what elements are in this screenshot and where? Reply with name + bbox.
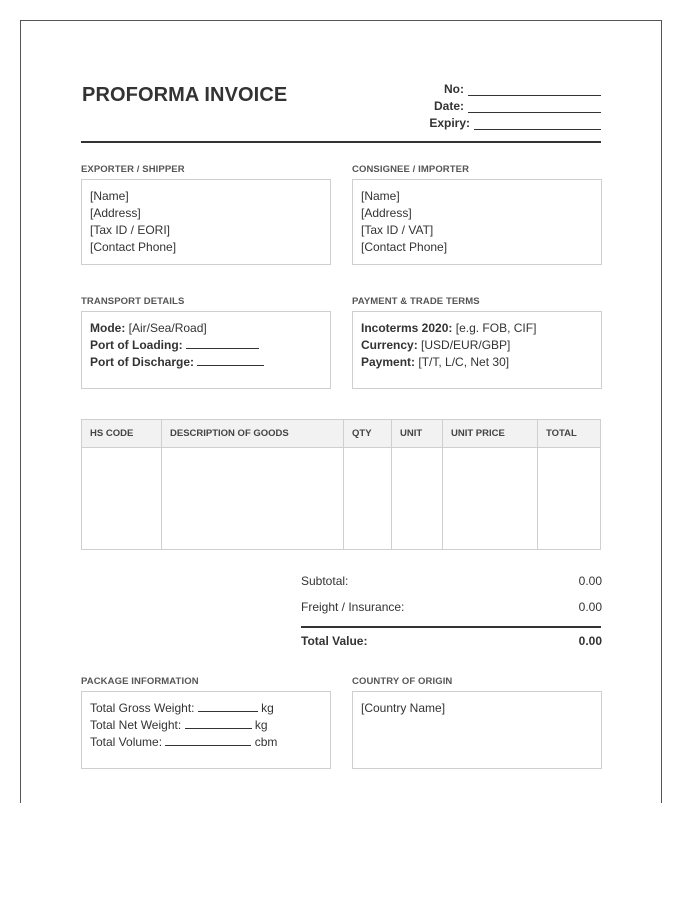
exporter-tax-id: [Tax ID / EORI] — [90, 223, 171, 237]
consignee-name: [Name] — [361, 189, 400, 203]
incoterms-value: [e.g. FOB, CIF] — [455, 321, 537, 335]
consignee-phone: [Contact Phone] — [361, 240, 448, 254]
transport-mode-value: [Air/Sea/Road] — [128, 321, 207, 335]
column-header-total: TOTAL — [538, 420, 601, 448]
net-weight-row — [90, 717, 322, 734]
package-section-label: PACKAGE INFORMATION — [81, 676, 199, 687]
description-cell[interactable] — [162, 448, 344, 550]
volume-label: Total Volume: — [90, 735, 163, 749]
subtotal-label: Subtotal: — [301, 574, 349, 588]
currency-label: Currency: — [361, 338, 418, 352]
page-title: PROFORMA INVOICE — [82, 84, 288, 106]
transport-mode-row — [90, 320, 322, 337]
port-of-loading-field[interactable] — [186, 337, 259, 349]
unit-cell[interactable] — [392, 448, 443, 550]
origin-box[interactable] — [352, 691, 602, 769]
exporter-section-label: EXPORTER / SHIPPER — [81, 164, 185, 175]
volume-row — [90, 734, 322, 751]
invoice-expiry-label: Expiry: — [429, 116, 470, 130]
totals-divider — [301, 626, 601, 628]
exporter-phone: [Contact Phone] — [90, 240, 177, 254]
transport-section-label: TRANSPORT DETAILS — [81, 296, 185, 307]
subtotal-value: 0.00 — [578, 574, 602, 588]
column-header-unit-price: UNIT PRICE — [443, 420, 538, 448]
transport-box[interactable] — [81, 311, 331, 389]
column-header-unit: UNIT — [392, 420, 443, 448]
transport-mode-label: Mode: — [90, 321, 126, 335]
gross-weight-label: Total Gross Weight: — [90, 701, 195, 715]
gross-weight-field[interactable] — [198, 700, 258, 712]
net-weight-field[interactable] — [185, 717, 252, 729]
currency-value: [USD/EUR/GBP] — [421, 338, 511, 352]
volume-unit: cbm — [254, 735, 278, 749]
port-of-loading-label: Port of Loading: — [90, 338, 183, 352]
gross-weight-unit: kg — [261, 701, 274, 715]
consignee-box[interactable] — [352, 179, 602, 265]
net-weight-label: Total Net Weight: — [90, 718, 182, 732]
qty-cell[interactable] — [344, 448, 392, 550]
invoice-date-label: Date: — [433, 99, 464, 113]
column-header-qty: QTY — [344, 420, 392, 448]
invoice-page — [20, 20, 662, 803]
consignee-section-label: CONSIGNEE / IMPORTER — [352, 164, 470, 175]
total-value-label: Total Value: — [301, 634, 368, 648]
invoice-number-field[interactable] — [468, 85, 601, 96]
unit-price-cell[interactable] — [443, 448, 538, 550]
net-weight-unit: kg — [254, 718, 268, 732]
origin-country-value: [Country Name] — [361, 701, 446, 715]
freight-label: Freight / Insurance: — [301, 600, 405, 614]
header-divider — [81, 141, 601, 143]
package-box[interactable] — [81, 691, 331, 769]
goods-table-header-row — [82, 420, 601, 448]
table-row — [82, 448, 601, 550]
hs-code-cell[interactable] — [82, 448, 162, 550]
exporter-name: [Name] — [90, 189, 129, 203]
port-of-discharge-label: Port of Discharge: — [90, 355, 195, 369]
invoice-number-row — [444, 82, 601, 96]
invoice-expiry-row — [429, 116, 601, 130]
column-header-description: DESCRIPTION OF GOODS — [162, 420, 344, 448]
freight-value: 0.00 — [578, 600, 602, 614]
invoice-number-label: No: — [444, 82, 464, 96]
volume-field[interactable] — [165, 734, 251, 746]
consignee-address: [Address] — [361, 206, 412, 220]
exporter-box[interactable] — [81, 179, 331, 265]
column-header-hs-code: HS CODE — [82, 420, 162, 448]
port-of-discharge-field[interactable] — [197, 354, 264, 366]
port-of-loading-row — [90, 337, 322, 354]
invoice-date-field[interactable] — [468, 102, 601, 113]
origin-section-label: COUNTRY OF ORIGIN — [352, 676, 453, 687]
payment-terms-row — [361, 354, 593, 371]
gross-weight-row — [90, 700, 322, 717]
payment-section-label: PAYMENT & TRADE TERMS — [352, 296, 480, 307]
invoice-date-row — [434, 99, 601, 113]
invoice-expiry-field[interactable] — [474, 119, 601, 130]
exporter-address: [Address] — [90, 206, 141, 220]
payment-box[interactable] — [352, 311, 602, 389]
incoterms-label: Incoterms 2020: — [361, 321, 453, 335]
currency-row — [361, 337, 593, 354]
total-value-amount: 0.00 — [578, 634, 602, 648]
port-of-discharge-row — [90, 354, 322, 371]
incoterms-row — [361, 320, 593, 337]
payment-terms-value: [T/T, L/C, Net 30] — [418, 355, 510, 369]
consignee-tax-id: [Tax ID / VAT] — [361, 223, 434, 237]
goods-table — [81, 419, 601, 550]
total-cell[interactable] — [538, 448, 601, 550]
payment-terms-label: Payment: — [361, 355, 416, 369]
